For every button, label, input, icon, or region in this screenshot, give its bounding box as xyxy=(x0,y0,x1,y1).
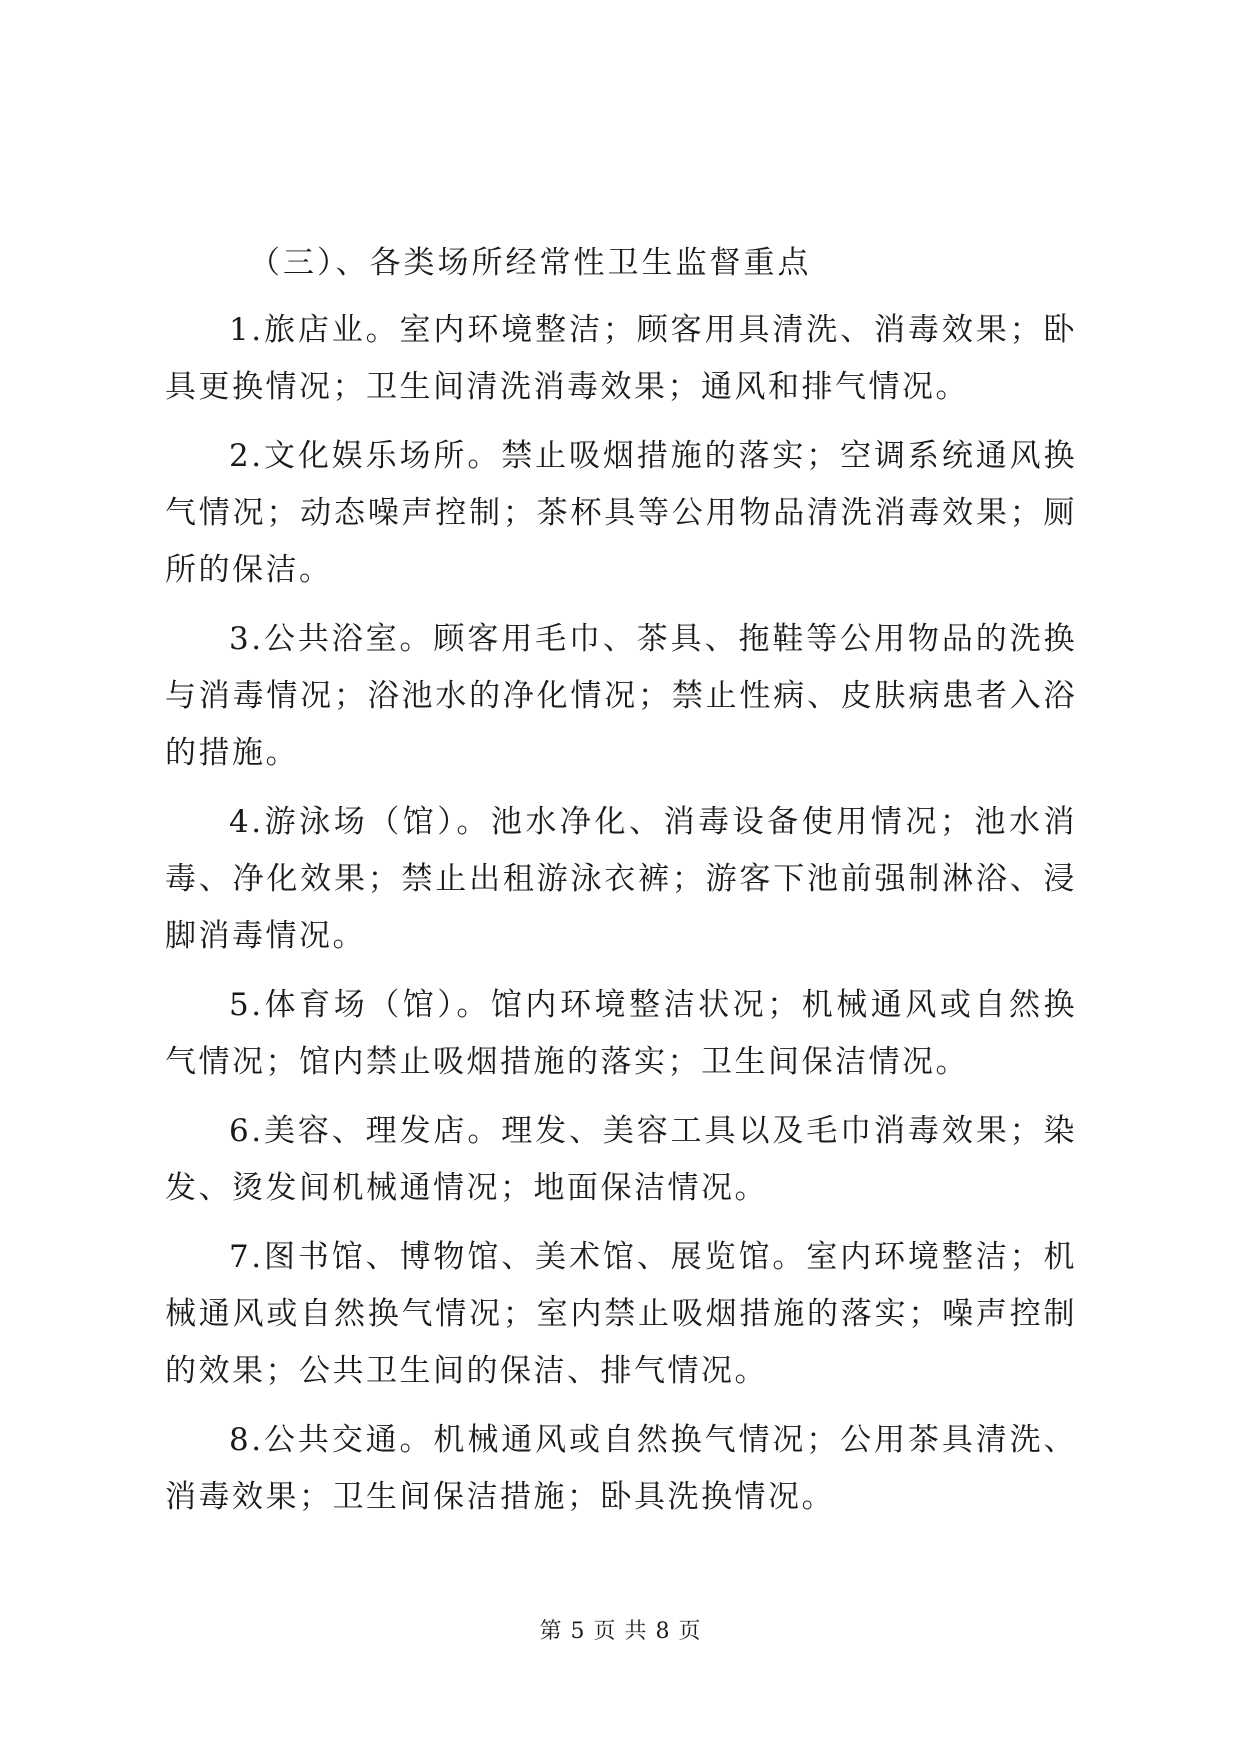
list-item: 4.游泳场（馆）。池水净化、消毒设备使用情况；池水消毒、净化效果；禁止出租游泳衣裤；游客下池前强制淋浴、浸脚消毒情况。 xyxy=(165,804,1077,954)
list-item: 1.旅店业。室内环境整洁；顾客用具清洗、消毒效果；卧具更换情况；卫生间清洗消毒效果；通风和排气情况。 xyxy=(165,312,1077,405)
document-body xyxy=(165,236,1077,1538)
list-item: 6.美容、理发店。理发、美容工具以及毛巾消毒效果；染发、烫发间机械通情况；地面保洁情况。 xyxy=(165,1113,1077,1206)
list-item: 8.公共交通。机械通风或自然换气情况；公用茶具清洗、消毒效果；卫生间保洁措施；卧具洗换情况。 xyxy=(165,1422,1077,1515)
section-heading: （三）、各类场所经常性卫生监督重点 xyxy=(249,245,812,281)
list-item: 7.图书馆、博物馆、美术馆、展览馆。室内环境整洁；机械通风或自然换气情况；室内禁止吸烟措施的落实；噪声控制的效果；公共卫生间的保洁、排气情况。 xyxy=(165,1239,1077,1389)
list-item: 5.体育场（馆）。馆内环境整洁状况；机械通风或自然换气情况；馆内禁止吸烟措施的落实；卫生间保洁情况。 xyxy=(165,987,1077,1080)
list-item: 2.文化娱乐场所。禁止吸烟措施的落实；空调系统通风换气情况；动态噪声控制；茶杯具等公用物品清洗消毒效果；厕所的保洁。 xyxy=(165,438,1077,588)
page-number-footer: 第 5 页 共 8 页 xyxy=(539,1619,702,1644)
list-item: 3.公共浴室。顾客用毛巾、茶具、拖鞋等公用物品的洗换与消毒情况；浴池水的净化情况；禁止性病、皮肤病患者入浴的措施。 xyxy=(165,621,1077,771)
